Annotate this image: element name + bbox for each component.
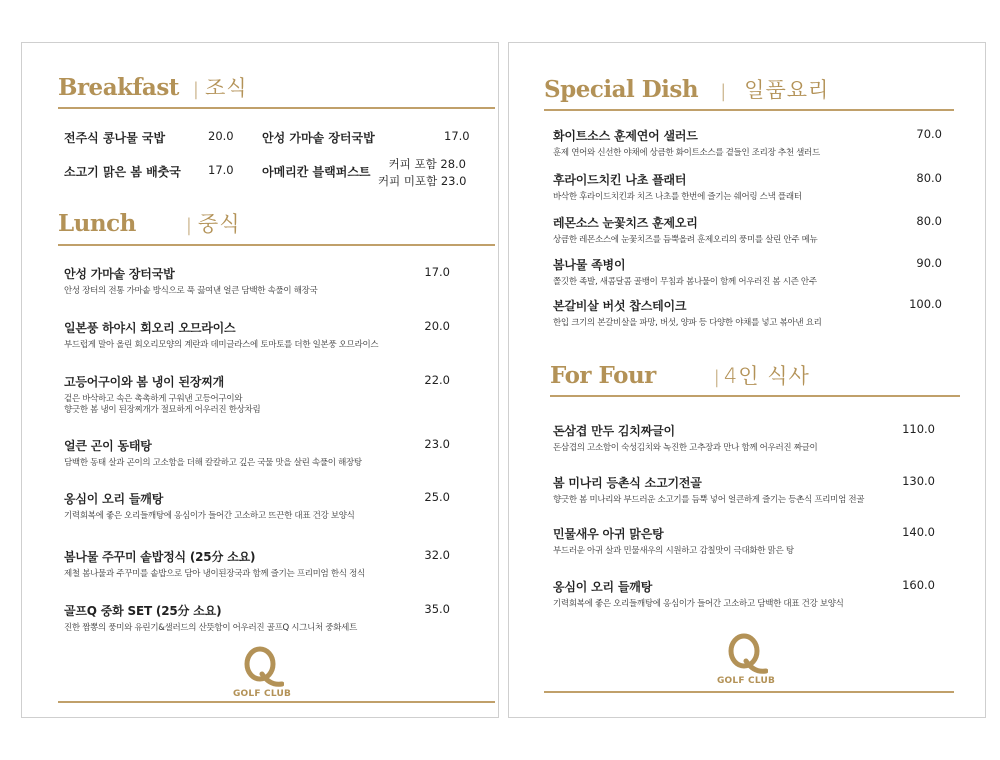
menu-item-name: 고등어구이와 봄 냉이 된장찌개	[64, 375, 225, 389]
menu-page-right	[508, 42, 986, 718]
menu-item-name: 옹심이 오리 들깨탕	[553, 580, 653, 594]
menu-item-price: 17.0	[444, 129, 470, 143]
menu-item-desc: 한입 크기의 본갈비살을 파망, 버섯, 양파 등 다양한 야채를 넣고 볶아낸 요리	[553, 318, 822, 328]
menu-item-name: 후라이드치킨 나초 플래터	[553, 173, 687, 187]
bottom-rule	[544, 691, 954, 693]
title-divider: |	[720, 81, 727, 102]
menu-item-name: 옹심이 오리 들깨탕	[64, 492, 164, 506]
menu-item-name: 봄나물 족병이	[553, 258, 626, 272]
breakfast-title-en: Breakfast	[58, 74, 179, 101]
for-four-title-ko: 4인 식사	[723, 364, 810, 388]
menu-page-left	[21, 42, 499, 718]
menu-item-price: 23.0	[424, 437, 450, 451]
menu-item-name: 봄 미나리 등촌식 소고기전골	[553, 476, 702, 490]
menu-item-name: 레몬소스 눈꽃치즈 훈제오리	[553, 216, 698, 230]
breakfast-title-ko: 조식	[204, 76, 248, 100]
menu-item-desc: 기력회복에 좋은 오리들깨탕에 옹심이가 들어간 고소하고 뜨끈한 대표 건강 보양식	[64, 511, 355, 521]
menu-item-name: 돈삼겹 만두 김치짜글이	[553, 424, 675, 438]
menu-item-price: 20.0	[424, 319, 450, 333]
menu-item-desc: 기력회복에 좋은 오리들깨탕에 옹심이가 들어간 고소하고 담백한 대표 건강 보양식	[553, 599, 844, 609]
menu-item-price: 22.0	[424, 373, 450, 387]
menu-item-name: 봄나물 주꾸미 솥밥정식 (25分 소요)	[64, 550, 256, 564]
menu-item-price: 20.0	[208, 129, 234, 143]
logo-text: GOLF CLUB	[232, 689, 292, 699]
menu-item-price: 35.0	[424, 602, 450, 616]
menu-item-price: 160.0	[902, 578, 935, 592]
section-rule	[58, 107, 495, 109]
section-rule	[58, 244, 495, 246]
menu-item-desc: 상큼한 레몬소스에 눈꽃치즈를 듬뿍올려 훈제오리의 풍미를 살린 안주 메뉴	[553, 235, 818, 245]
menu-item-price: 100.0	[909, 297, 942, 311]
q-logo-icon	[240, 646, 284, 688]
menu-item-desc: 바삭한 후라이드치킨과 치즈 나초를 한번에 즐기는 쉐어링 스낵 플래터	[553, 192, 802, 202]
menu-item-name: 안성 가마솥 장터국밥	[64, 267, 175, 281]
menu-item-price: 25.0	[424, 490, 450, 504]
menu-item-desc: 겉은 바삭하고 속은 촉촉하게 구워낸 고등어구이와 향긋한 봄 냉이 된장찌개가 절묘하게 어우러진 한상차림	[64, 394, 261, 415]
menu-item-price: 80.0	[916, 214, 942, 228]
menu-item-desc: 돈삼겹의 고소함이 숙성김치와 녹진한 고추장과 만나 함께 어우러진 짜글이	[553, 443, 818, 453]
menu-item-price: 110.0	[902, 422, 935, 436]
logo-text: GOLF CLUB	[716, 676, 776, 686]
menu-item-name: 본갈비살 버섯 찹스테이크	[553, 299, 687, 313]
menu-item-desc: 쫄깃한 족발, 새콤달콤 골뱅이 무침과 봄나물이 함께 어우러진 봄 시즌 안주	[553, 277, 817, 287]
menu-item-name: 아메리칸 블랙퍼스트	[262, 165, 371, 179]
menu-item-desc: 안성 장터의 전통 가마솥 방식으로 푹 끓여낸 얼큰 담백한 속풀이 해장국	[64, 286, 318, 296]
title-divider: |	[192, 79, 199, 100]
special-title-en: Special Dish	[544, 76, 699, 103]
menu-item-price-with-coffee: 커피 포함 28.0	[388, 157, 466, 171]
menu-item-name: 민물새우 아귀 맑은탕	[553, 527, 664, 541]
golf-club-logo	[227, 646, 297, 699]
menu-item-price: 130.0	[902, 474, 935, 488]
menu-item-desc: 향긋한 봄 미나리와 부드러운 소고기를 듬뿍 넣어 얼큰하게 즐기는 등촌식 프리미엄 전골	[553, 495, 865, 505]
menu-item-price: 90.0	[916, 256, 942, 270]
menu-item-price: 70.0	[916, 127, 942, 141]
menu-item-name: 골프Q 중화 SET (25分 소요)	[64, 604, 222, 618]
menu-item-desc: 진한 짬뽕의 풍미와 유린기&샐러드의 산뜻함이 어우러진 골프Q 시그니처 중화세트	[64, 623, 358, 633]
menu-item-desc: 부드럽게 말아 올린 회오리모양의 계란과 데미글라스에 토마토를 더한 일본풍 오므라이스	[64, 340, 379, 350]
q-logo-icon	[724, 633, 768, 675]
special-title-ko: 일품요리	[744, 78, 830, 102]
menu-item-desc: 부드러운 아귀 살과 민물새우의 시원하고 감칠맛이 극대화한 맑은 탕	[553, 546, 794, 556]
golf-club-logo	[711, 633, 781, 686]
lunch-title-ko: 중식	[197, 212, 241, 236]
special-dish-header	[544, 74, 829, 104]
menu-item-price: 17.0	[208, 163, 234, 177]
menu-item-desc: 담백한 동태 살과 곤이의 고소함을 더해 칼칼하고 깊은 국물 맛을 살린 속풀이 해장탕	[64, 458, 362, 468]
breakfast-header	[58, 72, 248, 102]
menu-item-name: 일본풍 하야시 회오리 오므라이스	[64, 321, 236, 335]
menu-item-name: 화이트소스 훈제연어 샐러드	[553, 129, 698, 143]
menu-item-price-without-coffee: 커피 미포함 23.0	[378, 174, 467, 188]
menu-item-name: 소고기 맑은 봄 배춧국	[64, 165, 181, 179]
menu-item-name: 전주식 콩나물 국밥	[64, 131, 166, 145]
section-rule	[544, 109, 954, 111]
menu-item-name: 얼큰 곤이 동태탕	[64, 439, 152, 453]
menu-item-price: 32.0	[424, 548, 450, 562]
title-divider: |	[713, 367, 720, 388]
title-divider: |	[185, 215, 192, 236]
section-rule	[550, 395, 960, 397]
bottom-rule	[58, 701, 495, 703]
menu-item-price: 80.0	[916, 171, 942, 185]
menu-item-desc: 훈제 연어와 신선한 야채에 상큼한 화이트소스를 곁들인 조리장 추천 샐러드	[553, 148, 820, 158]
lunch-header	[58, 208, 241, 238]
for-four-title-en: For Four	[550, 362, 656, 389]
menu-item-desc: 제철 봄나물과 주꾸미를 솥밥으로 담아 냉이된장국과 함께 즐기는 프리미엄 한식 정식	[64, 569, 365, 579]
menu-item-name: 안성 가마솥 장터국밥	[262, 131, 375, 145]
menu-item-price: 17.0	[424, 265, 450, 279]
lunch-title-en: Lunch	[58, 210, 136, 237]
for-four-header	[550, 360, 810, 390]
menu-item-price: 140.0	[902, 525, 935, 539]
